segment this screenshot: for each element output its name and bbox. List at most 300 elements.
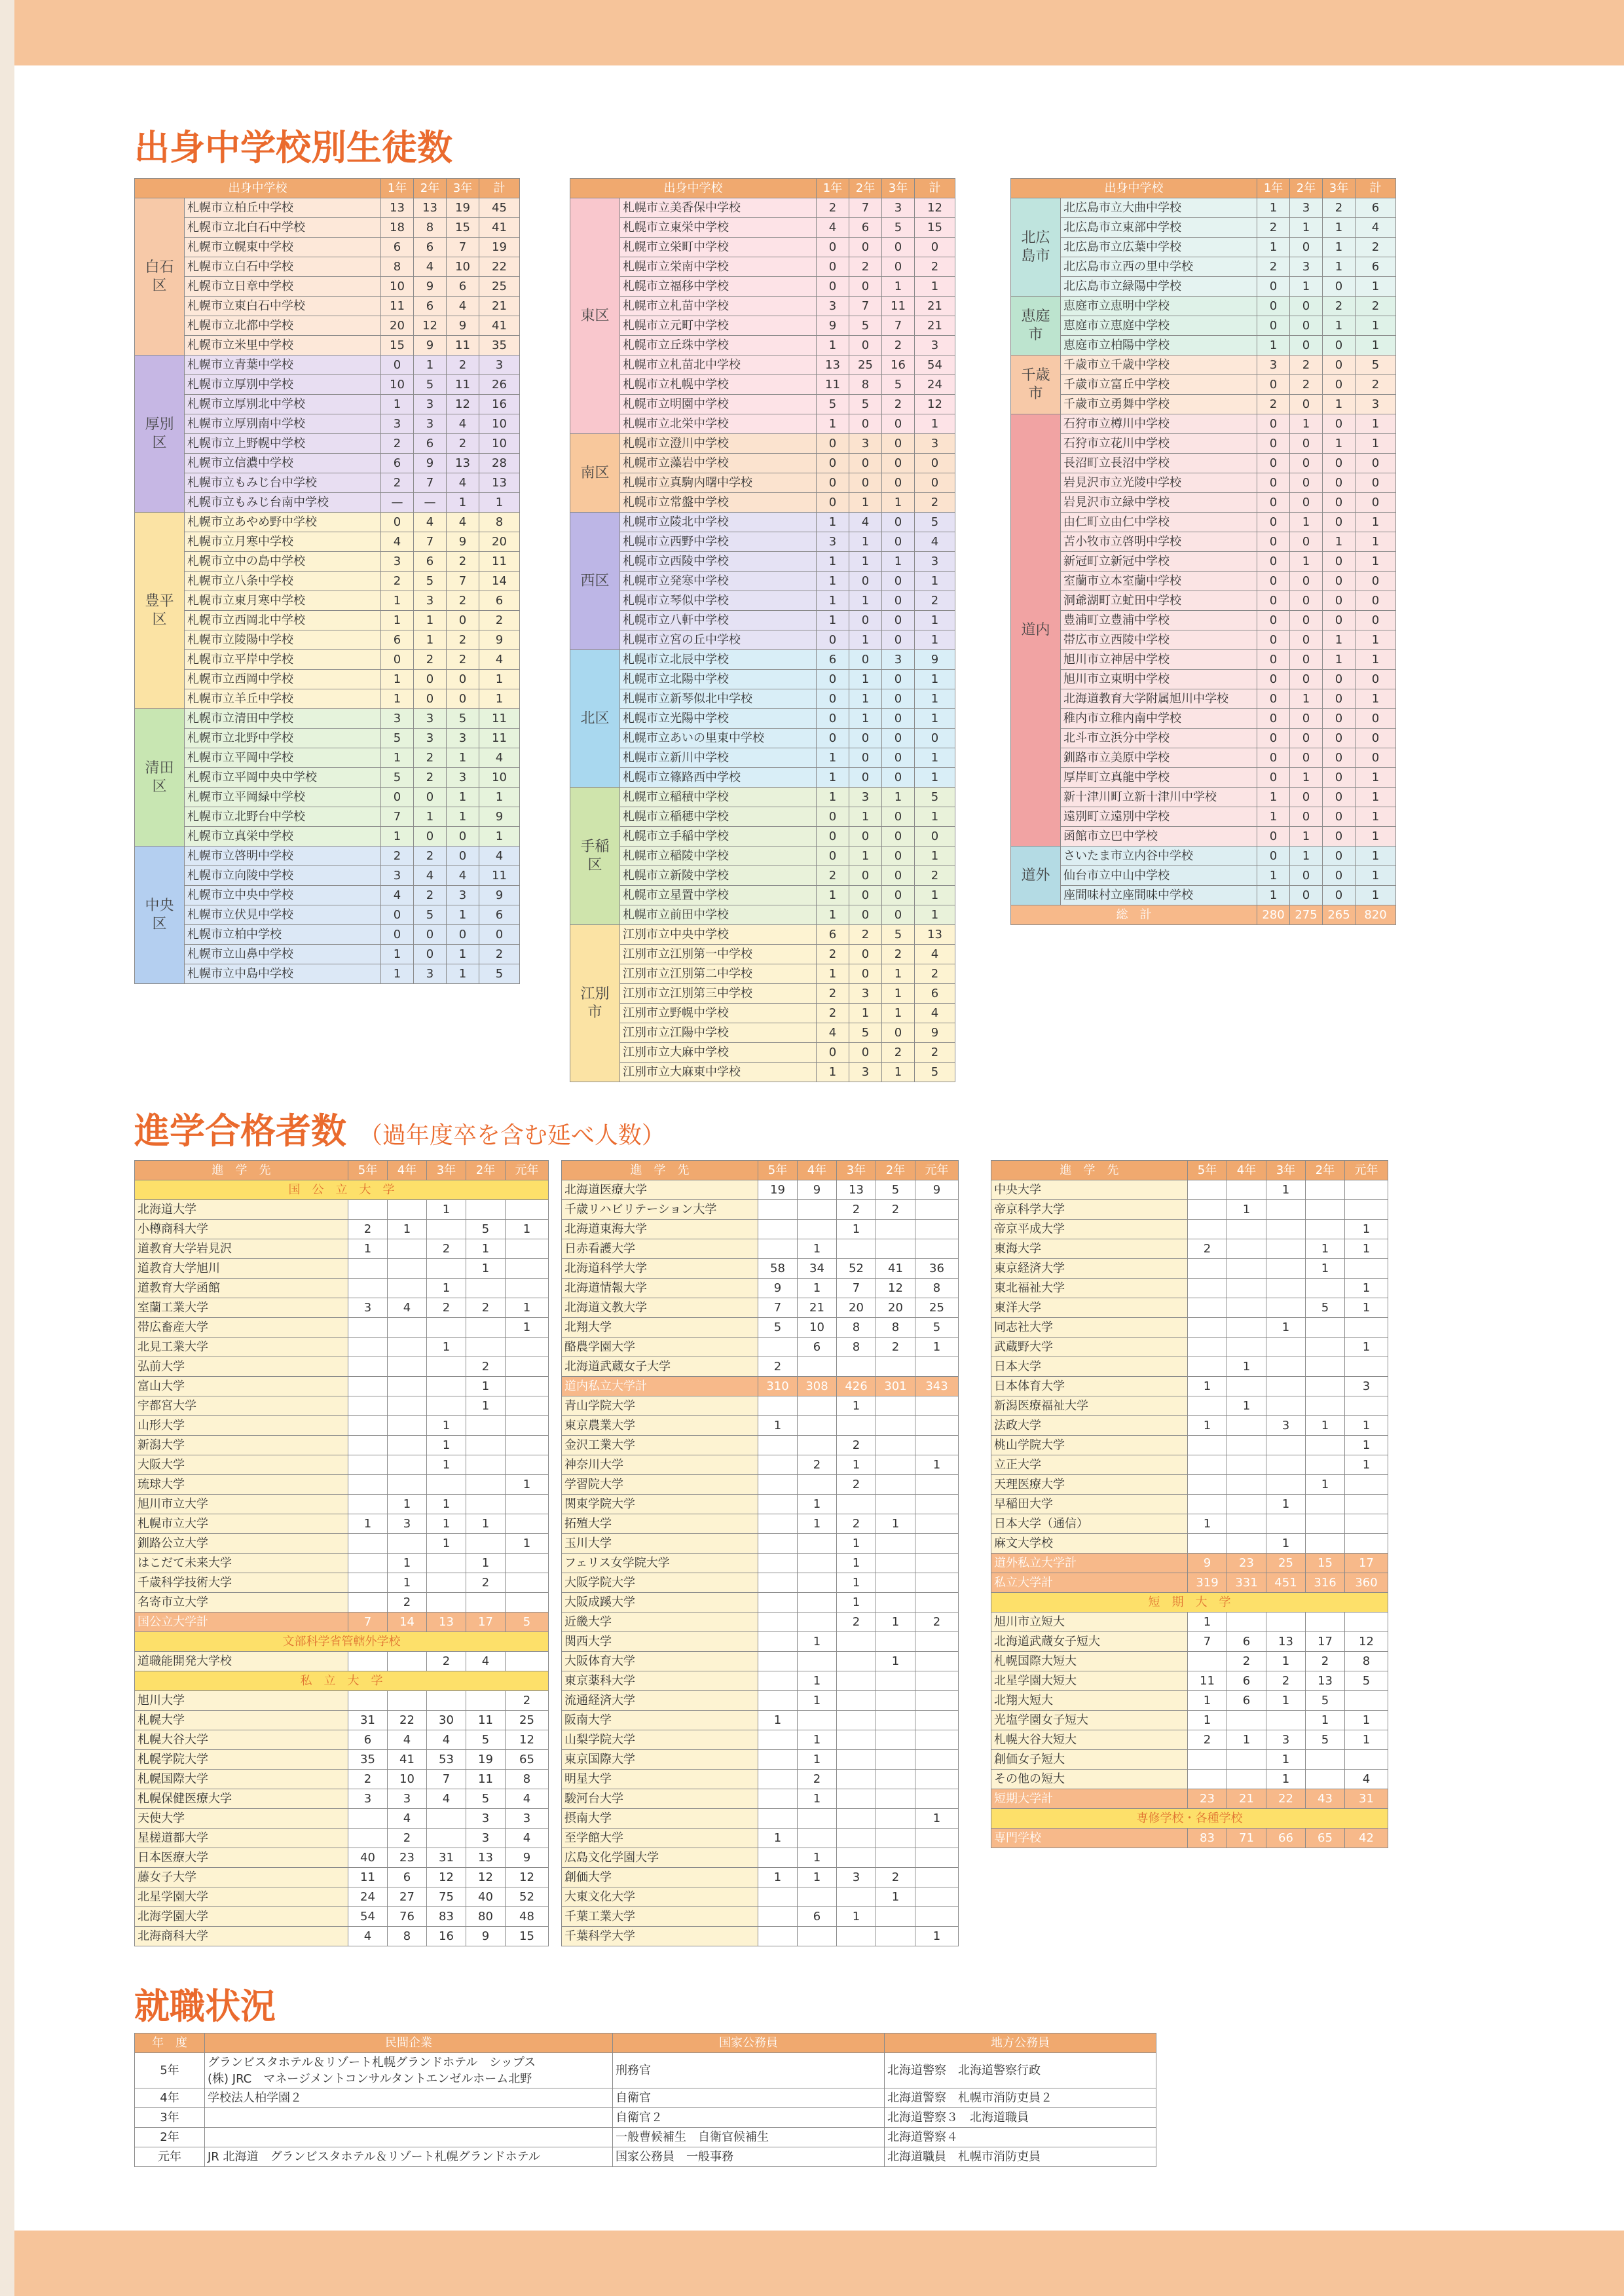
count-cell: 1 bbox=[427, 1514, 466, 1534]
school-name: 札幌市立啓明中学校 bbox=[185, 847, 381, 866]
count-cell: 0 bbox=[882, 709, 915, 729]
count-cell: 5 bbox=[758, 1318, 798, 1338]
count-cell: 15 bbox=[381, 336, 414, 355]
count-cell: 11 bbox=[817, 375, 849, 395]
count-cell bbox=[1266, 1259, 1306, 1279]
count-cell: 3 bbox=[447, 768, 479, 788]
count-cell: 0 bbox=[1323, 572, 1356, 591]
count-cell bbox=[758, 1514, 798, 1534]
count-cell: 0 bbox=[1290, 316, 1323, 336]
count-cell: 2 bbox=[915, 493, 955, 513]
table-row bbox=[991, 1220, 1388, 1239]
count-cell: 1 bbox=[758, 1868, 798, 1887]
count-cell: 24 bbox=[348, 1887, 388, 1907]
subtotal-cell: 310 bbox=[758, 1377, 798, 1396]
table-row bbox=[570, 297, 955, 316]
count-cell: 0 bbox=[882, 454, 915, 473]
count-cell: 1 bbox=[1345, 1416, 1388, 1436]
count-cell: 1 bbox=[837, 1907, 876, 1927]
count-cell: 1 bbox=[506, 1318, 549, 1338]
count-cell: 4 bbox=[479, 847, 520, 866]
count-cell bbox=[798, 1200, 837, 1220]
table-row bbox=[135, 297, 520, 316]
table-row bbox=[135, 1730, 549, 1750]
table-row bbox=[1011, 768, 1396, 788]
count-cell: 1 bbox=[1356, 336, 1396, 355]
count-cell bbox=[466, 1200, 506, 1220]
count-cell bbox=[388, 1475, 427, 1495]
table-row bbox=[135, 847, 520, 866]
table-row bbox=[991, 1180, 1388, 1200]
count-cell bbox=[798, 1809, 837, 1829]
count-cell bbox=[915, 1593, 959, 1613]
count-cell: 4 bbox=[817, 218, 849, 238]
table-row bbox=[135, 454, 520, 473]
count-cell bbox=[758, 1652, 798, 1671]
count-cell bbox=[915, 1416, 959, 1436]
employer-cell: 一般曹候補生 自衛官候補生 bbox=[613, 2128, 885, 2147]
count-cell: 0 bbox=[1356, 572, 1396, 591]
employer-cell: 国家公務員 一般事務 bbox=[613, 2147, 885, 2167]
count-cell: 25 bbox=[849, 355, 882, 375]
table-row bbox=[562, 1573, 959, 1593]
count-cell bbox=[915, 1868, 959, 1887]
count-cell bbox=[1345, 1691, 1388, 1711]
count-cell: 21 bbox=[915, 316, 955, 336]
count-cell: 34 bbox=[798, 1259, 837, 1279]
table-row bbox=[570, 572, 955, 591]
table-row bbox=[135, 316, 520, 336]
count-cell: 1 bbox=[915, 277, 955, 297]
table-row bbox=[135, 1396, 549, 1416]
count-cell: 0 bbox=[1356, 454, 1396, 473]
count-cell bbox=[876, 1809, 915, 1829]
school-name: 室蘭市立本室蘭中学校 bbox=[1061, 572, 1257, 591]
count-cell: 9 bbox=[414, 277, 447, 297]
count-cell bbox=[915, 1554, 959, 1573]
school-name: 東京経済大学 bbox=[991, 1259, 1188, 1279]
school-name: 札幌市立東白石中学校 bbox=[185, 297, 381, 316]
count-cell: 0 bbox=[849, 611, 882, 630]
school-name: 札幌市立白石中学校 bbox=[185, 257, 381, 277]
count-cell: 0 bbox=[1257, 689, 1290, 709]
count-cell: 1 bbox=[817, 768, 849, 788]
table-row bbox=[1011, 375, 1396, 395]
count-cell: 18 bbox=[381, 218, 414, 238]
school-name: 日本大学 bbox=[991, 1357, 1188, 1377]
count-cell: 0 bbox=[1257, 572, 1290, 591]
count-cell: 7 bbox=[447, 572, 479, 591]
table-row bbox=[562, 1239, 959, 1259]
count-cell: 1 bbox=[915, 1338, 959, 1357]
count-cell: 5 bbox=[381, 729, 414, 748]
count-cell: 0 bbox=[817, 1043, 849, 1063]
count-cell: 0 bbox=[1257, 277, 1290, 297]
school-name: 札幌市立中島中学校 bbox=[185, 964, 381, 984]
count-cell: 7 bbox=[414, 473, 447, 493]
count-cell: 11 bbox=[447, 336, 479, 355]
count-cell bbox=[427, 1396, 466, 1416]
total-cell: 280 bbox=[1257, 905, 1290, 925]
school-name: 札幌市立篠路西中学校 bbox=[620, 768, 817, 788]
count-cell bbox=[1266, 1298, 1306, 1318]
count-cell: 0 bbox=[1323, 591, 1356, 611]
count-cell: 2 bbox=[427, 1298, 466, 1318]
count-cell: 2 bbox=[1323, 297, 1356, 316]
subtotal-cell: 15 bbox=[1306, 1554, 1345, 1573]
school-name: 札幌国際大学 bbox=[135, 1770, 348, 1789]
count-cell: 0 bbox=[882, 414, 915, 434]
count-cell: 1 bbox=[1266, 1318, 1306, 1338]
count-cell: 1 bbox=[447, 964, 479, 984]
count-cell: 1 bbox=[915, 748, 955, 768]
school-name: 創価女子短大 bbox=[991, 1750, 1188, 1770]
count-cell: 3 bbox=[915, 552, 955, 572]
count-cell: 0 bbox=[1356, 611, 1396, 630]
count-cell: 1 bbox=[915, 709, 955, 729]
count-cell: 0 bbox=[882, 768, 915, 788]
table-row bbox=[562, 1907, 959, 1927]
count-cell bbox=[915, 1239, 959, 1259]
count-cell: 13 bbox=[817, 355, 849, 375]
count-cell: 0 bbox=[1356, 748, 1396, 768]
school-name: 金沢工業大学 bbox=[562, 1436, 758, 1455]
count-cell: 2 bbox=[1227, 1652, 1266, 1671]
count-cell bbox=[466, 1338, 506, 1357]
count-cell bbox=[837, 1652, 876, 1671]
count-cell: 2 bbox=[348, 1770, 388, 1789]
subtotal-cell: 42 bbox=[1345, 1829, 1388, 1848]
count-cell: 0 bbox=[1323, 866, 1356, 886]
school-name: 札幌市立中央中学校 bbox=[185, 886, 381, 905]
school-name: 江別市立大麻東中学校 bbox=[620, 1063, 817, 1082]
count-cell: 6 bbox=[1227, 1671, 1266, 1691]
count-cell: 1 bbox=[817, 513, 849, 532]
count-cell: 2 bbox=[915, 866, 955, 886]
count-cell: 0 bbox=[447, 689, 479, 709]
count-cell: 6 bbox=[798, 1338, 837, 1357]
table-row bbox=[562, 1770, 959, 1789]
count-cell bbox=[1306, 1436, 1345, 1455]
count-cell: 1 bbox=[1266, 1180, 1306, 1200]
count-cell: 13 bbox=[447, 454, 479, 473]
table-row bbox=[570, 277, 955, 297]
column-header: 4年 bbox=[1227, 1161, 1266, 1180]
school-name: 北斗市立浜分中学校 bbox=[1061, 729, 1257, 748]
count-cell: 0 bbox=[849, 945, 882, 964]
count-cell: 1 bbox=[479, 788, 520, 807]
school-name: 武蔵野大学 bbox=[991, 1338, 1188, 1357]
count-cell: 31 bbox=[427, 1848, 466, 1868]
count-cell: 5 bbox=[1306, 1730, 1345, 1750]
count-cell: 4 bbox=[381, 886, 414, 905]
count-cell bbox=[758, 1593, 798, 1613]
count-cell: 4 bbox=[447, 866, 479, 886]
count-cell: 35 bbox=[348, 1750, 388, 1770]
count-cell: 3 bbox=[414, 414, 447, 434]
table-row bbox=[1011, 513, 1396, 532]
count-cell: 0 bbox=[381, 925, 414, 945]
count-cell: 2 bbox=[915, 591, 955, 611]
count-cell: 1 bbox=[817, 611, 849, 630]
count-cell: 1 bbox=[1290, 827, 1323, 847]
count-cell bbox=[1227, 1475, 1266, 1495]
school-name: 苫小牧市立啓明中学校 bbox=[1061, 532, 1257, 552]
count-cell bbox=[466, 1593, 506, 1613]
count-cell bbox=[1227, 1180, 1266, 1200]
count-cell: 15 bbox=[915, 218, 955, 238]
count-cell: 1 bbox=[447, 748, 479, 768]
count-cell: 48 bbox=[506, 1907, 549, 1927]
count-cell bbox=[348, 1279, 388, 1298]
count-cell bbox=[348, 1259, 388, 1279]
count-cell: 1 bbox=[447, 807, 479, 827]
count-cell: 1 bbox=[427, 1200, 466, 1220]
count-cell bbox=[348, 1652, 388, 1671]
school-name: 北広島市立広葉中学校 bbox=[1061, 238, 1257, 257]
table-row bbox=[135, 1357, 549, 1377]
count-cell bbox=[915, 1357, 959, 1377]
school-name: 北海道科学大学 bbox=[562, 1259, 758, 1279]
count-cell: 1 bbox=[849, 709, 882, 729]
count-cell: 1 bbox=[1290, 218, 1323, 238]
school-name: 道教育大学旭川 bbox=[135, 1259, 348, 1279]
count-cell: 0 bbox=[1323, 414, 1356, 434]
school-name: 岩見沢市立緑中学校 bbox=[1061, 493, 1257, 513]
count-cell bbox=[798, 1436, 837, 1455]
count-cell: 0 bbox=[1356, 473, 1396, 493]
count-cell: 4 bbox=[506, 1829, 549, 1848]
table-row bbox=[562, 1809, 959, 1829]
count-cell: 1 bbox=[506, 1298, 549, 1318]
count-cell bbox=[758, 1887, 798, 1907]
school-name: 釧路公立大学 bbox=[135, 1534, 348, 1554]
count-cell: 1 bbox=[1356, 552, 1396, 572]
count-cell: 2 bbox=[1356, 297, 1396, 316]
table-row bbox=[1011, 257, 1396, 277]
column-header: 元年 bbox=[915, 1161, 959, 1180]
count-cell bbox=[1306, 1514, 1345, 1534]
count-cell: 1 bbox=[1306, 1239, 1345, 1259]
count-cell bbox=[506, 1416, 549, 1436]
count-cell: 5 bbox=[915, 1063, 955, 1082]
table-row bbox=[570, 729, 955, 748]
school-name: 札幌市立東栄中学校 bbox=[620, 218, 817, 238]
count-cell bbox=[388, 1377, 427, 1396]
count-cell: 1 bbox=[1345, 1455, 1388, 1475]
count-cell: 3 bbox=[414, 964, 447, 984]
count-cell bbox=[1266, 1436, 1306, 1455]
column-header: 国家公務員 bbox=[613, 2033, 885, 2053]
table-row bbox=[991, 1200, 1388, 1220]
school-name: 新潟大学 bbox=[135, 1436, 348, 1455]
count-cell bbox=[837, 1730, 876, 1750]
count-cell: 1 bbox=[1188, 1514, 1227, 1534]
count-cell: 1 bbox=[817, 552, 849, 572]
count-cell: 6 bbox=[381, 238, 414, 257]
subtotal-cell: 331 bbox=[1227, 1573, 1266, 1593]
count-cell: 1 bbox=[1323, 238, 1356, 257]
count-cell: 2 bbox=[817, 198, 849, 218]
count-cell bbox=[1266, 1711, 1306, 1730]
count-cell: 0 bbox=[1257, 709, 1290, 729]
count-cell bbox=[758, 1848, 798, 1868]
count-cell: 0 bbox=[1356, 709, 1396, 729]
count-cell: 1 bbox=[1323, 532, 1356, 552]
table-row bbox=[562, 1593, 959, 1613]
table-row bbox=[562, 1200, 959, 1220]
count-cell bbox=[1345, 1200, 1388, 1220]
table-row bbox=[570, 945, 955, 964]
header-row bbox=[1011, 179, 1396, 198]
school-name: 札幌学院大学 bbox=[135, 1750, 348, 1770]
count-cell bbox=[876, 1770, 915, 1789]
count-cell: 23 bbox=[388, 1848, 427, 1868]
section-label: 文部科学省管轄外学校 bbox=[135, 1632, 549, 1652]
table-row bbox=[570, 905, 955, 925]
count-cell bbox=[348, 1357, 388, 1377]
table-row bbox=[1011, 788, 1396, 807]
column-header: 計 bbox=[1356, 179, 1396, 198]
count-cell: 0 bbox=[447, 925, 479, 945]
count-cell: 1 bbox=[798, 1691, 837, 1711]
count-cell: 1 bbox=[1356, 630, 1396, 650]
table-row bbox=[570, 748, 955, 768]
region-label: 手稲区 bbox=[570, 788, 620, 925]
table-row bbox=[1011, 414, 1396, 434]
table-row bbox=[562, 1279, 959, 1298]
count-cell: 13 bbox=[479, 473, 520, 493]
table-row bbox=[562, 1338, 959, 1357]
count-cell: 0 bbox=[882, 886, 915, 905]
count-cell: 1 bbox=[1266, 1495, 1306, 1514]
count-cell bbox=[876, 1730, 915, 1750]
table-row bbox=[135, 1338, 549, 1357]
count-cell: 4 bbox=[479, 748, 520, 768]
table-row bbox=[1011, 316, 1396, 336]
count-cell: 76 bbox=[388, 1907, 427, 1927]
table-row bbox=[570, 866, 955, 886]
subtotal-row bbox=[135, 1613, 549, 1632]
school-name: はこだて未来大学 bbox=[135, 1554, 348, 1573]
count-cell: 0 bbox=[1257, 493, 1290, 513]
table-row bbox=[1011, 729, 1396, 748]
count-cell: 1 bbox=[915, 689, 955, 709]
count-cell: 1 bbox=[427, 1279, 466, 1298]
table-row bbox=[570, 689, 955, 709]
count-cell: 7 bbox=[849, 297, 882, 316]
table-row bbox=[135, 866, 520, 886]
school-name: 札幌市立元町中学校 bbox=[620, 316, 817, 336]
count-cell: 1 bbox=[1290, 414, 1323, 434]
count-cell: 8 bbox=[506, 1770, 549, 1789]
count-cell: 1 bbox=[798, 1671, 837, 1691]
count-cell bbox=[758, 1554, 798, 1573]
section-row bbox=[991, 1593, 1388, 1613]
count-cell: 54 bbox=[915, 355, 955, 375]
count-cell: 1 bbox=[915, 670, 955, 689]
count-cell: 0 bbox=[1290, 395, 1323, 414]
school-name: 札幌市立札苗北中学校 bbox=[620, 355, 817, 375]
school-name: 札幌市立厚別中学校 bbox=[185, 375, 381, 395]
count-cell: 6 bbox=[798, 1907, 837, 1927]
table-row bbox=[562, 1632, 959, 1652]
count-cell: 3 bbox=[447, 886, 479, 905]
count-cell bbox=[1306, 1613, 1345, 1632]
count-cell: 2 bbox=[882, 945, 915, 964]
employer-cell: 北海道警察４ bbox=[885, 2128, 1156, 2147]
table-row bbox=[562, 1436, 959, 1455]
table-row bbox=[1011, 866, 1396, 886]
count-cell: 0 bbox=[882, 630, 915, 650]
count-cell: 6 bbox=[1227, 1691, 1266, 1711]
count-cell bbox=[1227, 1514, 1266, 1534]
table-row bbox=[1011, 748, 1396, 768]
count-cell: 0 bbox=[849, 768, 882, 788]
total-row bbox=[1011, 905, 1396, 925]
count-cell bbox=[876, 1789, 915, 1809]
count-cell: 6 bbox=[817, 650, 849, 670]
count-cell: 11 bbox=[348, 1868, 388, 1887]
count-cell: 2 bbox=[837, 1514, 876, 1534]
count-cell bbox=[1188, 1455, 1227, 1475]
count-cell: 0 bbox=[414, 689, 447, 709]
subtotal-cell: 66 bbox=[1266, 1829, 1306, 1848]
school-name: 北翔大短大 bbox=[991, 1691, 1188, 1711]
school-name: 札幌市立福移中学校 bbox=[620, 277, 817, 297]
subtotal-cell: 25 bbox=[1266, 1554, 1306, 1573]
count-cell: 11 bbox=[447, 375, 479, 395]
column-header: 元年 bbox=[1345, 1161, 1388, 1180]
count-cell: 0 bbox=[1323, 886, 1356, 905]
table-row bbox=[135, 1711, 549, 1730]
school-name: 岩見沢市立光陵中学校 bbox=[1061, 473, 1257, 493]
count-cell bbox=[1306, 1455, 1345, 1475]
count-cell bbox=[506, 1377, 549, 1396]
count-cell bbox=[876, 1534, 915, 1554]
count-cell: 2 bbox=[1257, 257, 1290, 277]
count-cell bbox=[388, 1338, 427, 1357]
column-header: 3年 bbox=[1266, 1161, 1306, 1180]
count-cell: 1 bbox=[1356, 316, 1396, 336]
count-cell: 4 bbox=[414, 866, 447, 886]
school-name: 千歳市立千歳中学校 bbox=[1061, 355, 1257, 375]
count-cell: 1 bbox=[1306, 1711, 1345, 1730]
school-name: 帝京平成大学 bbox=[991, 1220, 1188, 1239]
school-name: 北海学園大学 bbox=[135, 1907, 348, 1927]
count-cell: 0 bbox=[414, 945, 447, 964]
count-cell: 1 bbox=[381, 964, 414, 984]
count-cell bbox=[1306, 1279, 1345, 1298]
count-cell bbox=[798, 1593, 837, 1613]
count-cell bbox=[1227, 1750, 1266, 1770]
column-header: 出身中学校 bbox=[1011, 179, 1257, 198]
count-cell bbox=[837, 1691, 876, 1711]
count-cell: 0 bbox=[479, 925, 520, 945]
count-cell: 1 bbox=[1290, 513, 1323, 532]
count-cell: 0 bbox=[1290, 748, 1323, 768]
employer-cell: 自衛官 bbox=[613, 2088, 885, 2108]
school-name: 北翔大学 bbox=[562, 1318, 758, 1338]
count-cell: 2 bbox=[414, 847, 447, 866]
count-cell: 8 bbox=[837, 1318, 876, 1338]
count-cell: 3 bbox=[388, 1514, 427, 1534]
school-name: 大阪成蹊大学 bbox=[562, 1593, 758, 1613]
count-cell: 1 bbox=[798, 1495, 837, 1514]
count-cell: 1 bbox=[798, 1750, 837, 1770]
count-cell bbox=[915, 1495, 959, 1514]
table-row bbox=[570, 493, 955, 513]
